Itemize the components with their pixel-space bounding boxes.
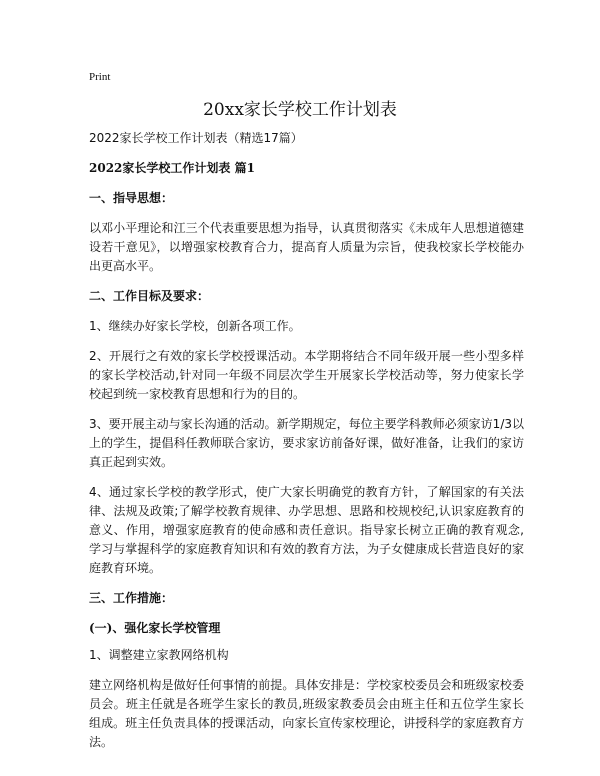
paragraph-network-title: 1、调整建立家教网络机构 — [89, 648, 229, 662]
heading-measures: 三、工作措施： — [89, 591, 174, 605]
paragraph-network-body: 建立网络机构是做好任何事情的前提。具体安排是：学校家校委员会和班级家校委员会。班主任就是各班学生家长的教员,班级家教委员会由班主任和五位学生家长组成。班主任负责具体的授课活动，向家长宣传家校理论，讲授科学的家庭教育方法。 — [89, 678, 524, 749]
section-title: 2022家长学校工作计划表 篇1 — [89, 161, 255, 175]
document-body — [89, 129, 524, 752]
paragraph-goal-1: 1、继续办好家长学校，创新各项工作。 — [89, 319, 301, 333]
paragraph-goal-3: 3、要开展主动与家长沟通的活动。新学期规定，每位主要学科教师必须家访1/3以上的学生，提倡科任教师联合家访，要求家访前备好课，做好准备，让我们的家访真正起到实效。 — [89, 417, 524, 469]
paragraph-goal-4: 4、通过家长学校的教学形式，使广大家长明确党的教育方针，了解国家的有关法律、法规及政策;了解学校教育规律、办学思想、思路和校规校纪,认识家庭教育的意义、作用，增强家庭教育的使命感和责任意识。指导家长树立正确的教育观念,学习与掌握科学的家庭教育知识和有效的教育方法，为子女健康成长营造良好的家庭教育环境。 — [89, 485, 524, 575]
heading-guiding-thought: 一、指导思想： — [89, 191, 174, 205]
print-label: Print — [89, 71, 111, 83]
paragraph-guiding-thought: 以邓小平理论和江三个代表重要思想为指导，认真贯彻落实《未成年人思想道德建设若干意见》，以增强家校教育合力，提高育人质量为宗旨，使我校家长学校能办出更高水平。 — [89, 221, 524, 273]
paragraph-goal-2: 2、开展行之有效的家长学校授课活动。本学期将结合不同年级开展一些小型多样的家长学校活动,针对同一年级不同层次学生开展家长学校活动等，努力使家长学校起到统一家校教育思想和行为的目的。 — [89, 349, 524, 401]
heading-management: (一)、强化家长学校管理 — [89, 621, 221, 635]
heading-goals: 二、工作目标及要求： — [89, 289, 210, 303]
document-subtitle: 2022家长学校工作计划表（精选17篇） — [89, 131, 303, 145]
document-title: 20xx家长学校工作计划表 — [203, 100, 397, 120]
